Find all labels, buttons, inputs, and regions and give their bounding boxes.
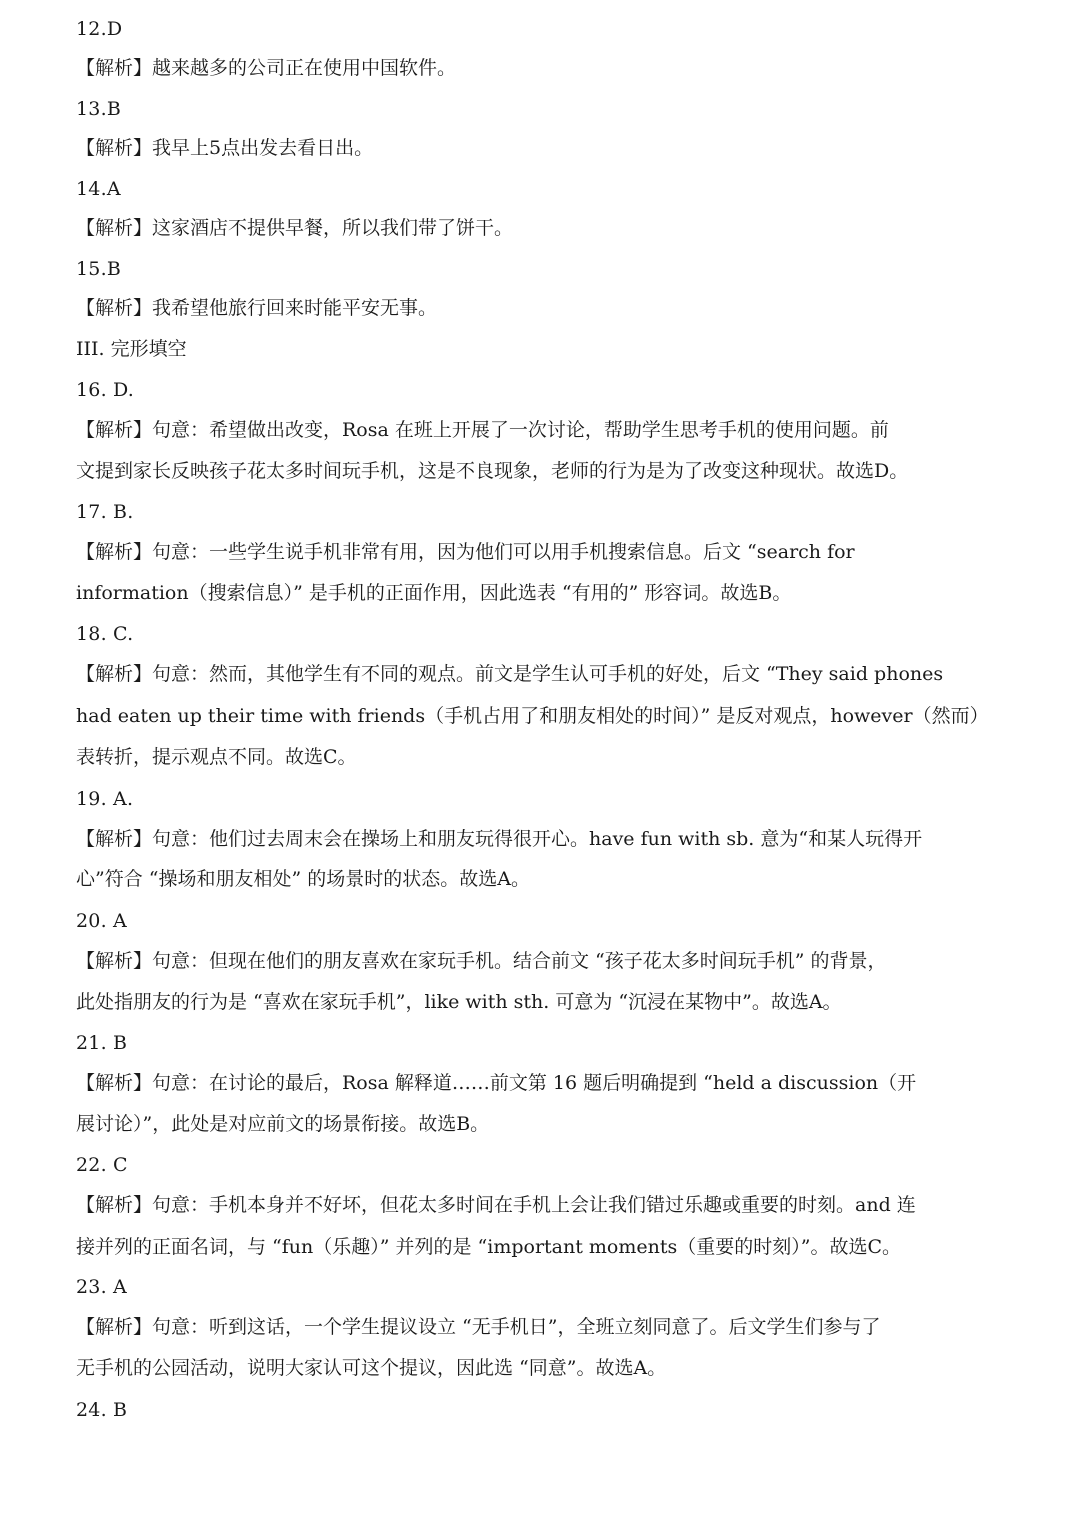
- answer-22: 22. C: [76, 1154, 128, 1176]
- explanation-19-line-1: 【解析】句意：他们过去周末会在操场上和朋友玩得很开心。have fun with sb. 意为“和某人玩得开: [76, 828, 923, 850]
- explanation-17-line-2: information（搜索信息）” 是手机的正面作用，因此选表 “有用的” 形容词。故选B。: [76, 582, 792, 604]
- answer-21: 21. B: [76, 1032, 128, 1054]
- explanation-12: 【解析】越来越多的公司正在使用中国软件。: [76, 57, 457, 79]
- answer-24: 24. B: [76, 1399, 128, 1421]
- explanation-13: 【解析】我早上5点出发去看日出。: [76, 137, 374, 159]
- answer-13: 13.B: [76, 98, 121, 120]
- explanation-18-line-3: 表转折，提示观点不同。故选C。: [76, 746, 357, 768]
- answer-12: 12.D: [76, 18, 123, 40]
- explanation-22-line-1: 【解析】句意：手机本身并不好坏，但花太多时间在手机上会让我们错过乐趣或重要的时刻。and 连: [76, 1194, 916, 1216]
- explanation-21-line-1: 【解析】句意：在讨论的最后，Rosa 解释道……前文第 16 题后明确提到 “held a discussion（开: [76, 1072, 917, 1094]
- explanation-20-line-2: 此处指朋友的行为是 “喜欢在家玩手机”，like with sth. 可意为 “沉浸在某物中”。故选A。: [76, 991, 842, 1013]
- explanation-16-line-1: 【解析】句意：希望做出改变，Rosa 在班上开展了一次讨论，帮助学生思考手机的使用问题。前: [76, 419, 889, 441]
- answer-17: 17. B.: [76, 501, 134, 523]
- explanation-18-line-1: 【解析】句意：然而，其他学生有不同的观点。前文是学生认可手机的好处，后文 “They said phones: [76, 663, 944, 685]
- explanation-23-line-1: 【解析】句意：听到这话，一个学生提议设立 “无手机日”，全班立刻同意了。后文学生们参与了: [76, 1316, 881, 1338]
- answer-14: 14.A: [76, 178, 121, 200]
- answer-16: 16. D.: [76, 379, 135, 401]
- section-heading: III. 完形填空: [76, 338, 187, 360]
- explanation-17-line-1: 【解析】句意：一些学生说手机非常有用，因为他们可以用手机搜索信息。后文 “search for: [76, 541, 855, 563]
- answer-23: 23. A: [76, 1276, 127, 1298]
- answer-15: 15.B: [76, 258, 121, 280]
- explanation-14: 【解析】这家酒店不提供早餐，所以我们带了饼干。: [76, 217, 514, 239]
- explanation-22-line-2: 接并列的正面名词，与 “fun（乐趣）” 并列的是 “important moments（重要的时刻）”。故选C。: [76, 1236, 902, 1258]
- answer-19: 19. A.: [76, 788, 134, 810]
- explanation-23-line-2: 无手机的公园活动，说明大家认可这个提议，因此选 “同意”。故选A。: [76, 1357, 667, 1379]
- explanation-20-line-1: 【解析】句意：但现在他们的朋友喜欢在家玩手机。结合前文 “孩子花太多时间玩手机” 的背景，: [76, 950, 887, 972]
- answer-20: 20. A: [76, 910, 127, 932]
- explanation-15: 【解析】我希望他旅行回来时能平安无事。: [76, 297, 438, 319]
- answer-18: 18. C.: [76, 623, 134, 645]
- explanation-16-line-2: 文提到家长反映孩子花太多时间玩手机，这是不良现象，老师的行为是为了改变这种现状。故选D。: [76, 460, 909, 482]
- explanation-19-line-2: 心”符合 “操场和朋友相处” 的场景时的状态。故选A。: [76, 868, 530, 890]
- explanation-18-line-2: had eaten up their time with friends（手机占用了和朋友相处的时间）” 是反对观点，however（然而）: [76, 705, 989, 727]
- explanation-21-line-2: 展讨论）”，此处是对应前文的场景衔接。故选B。: [76, 1113, 490, 1135]
